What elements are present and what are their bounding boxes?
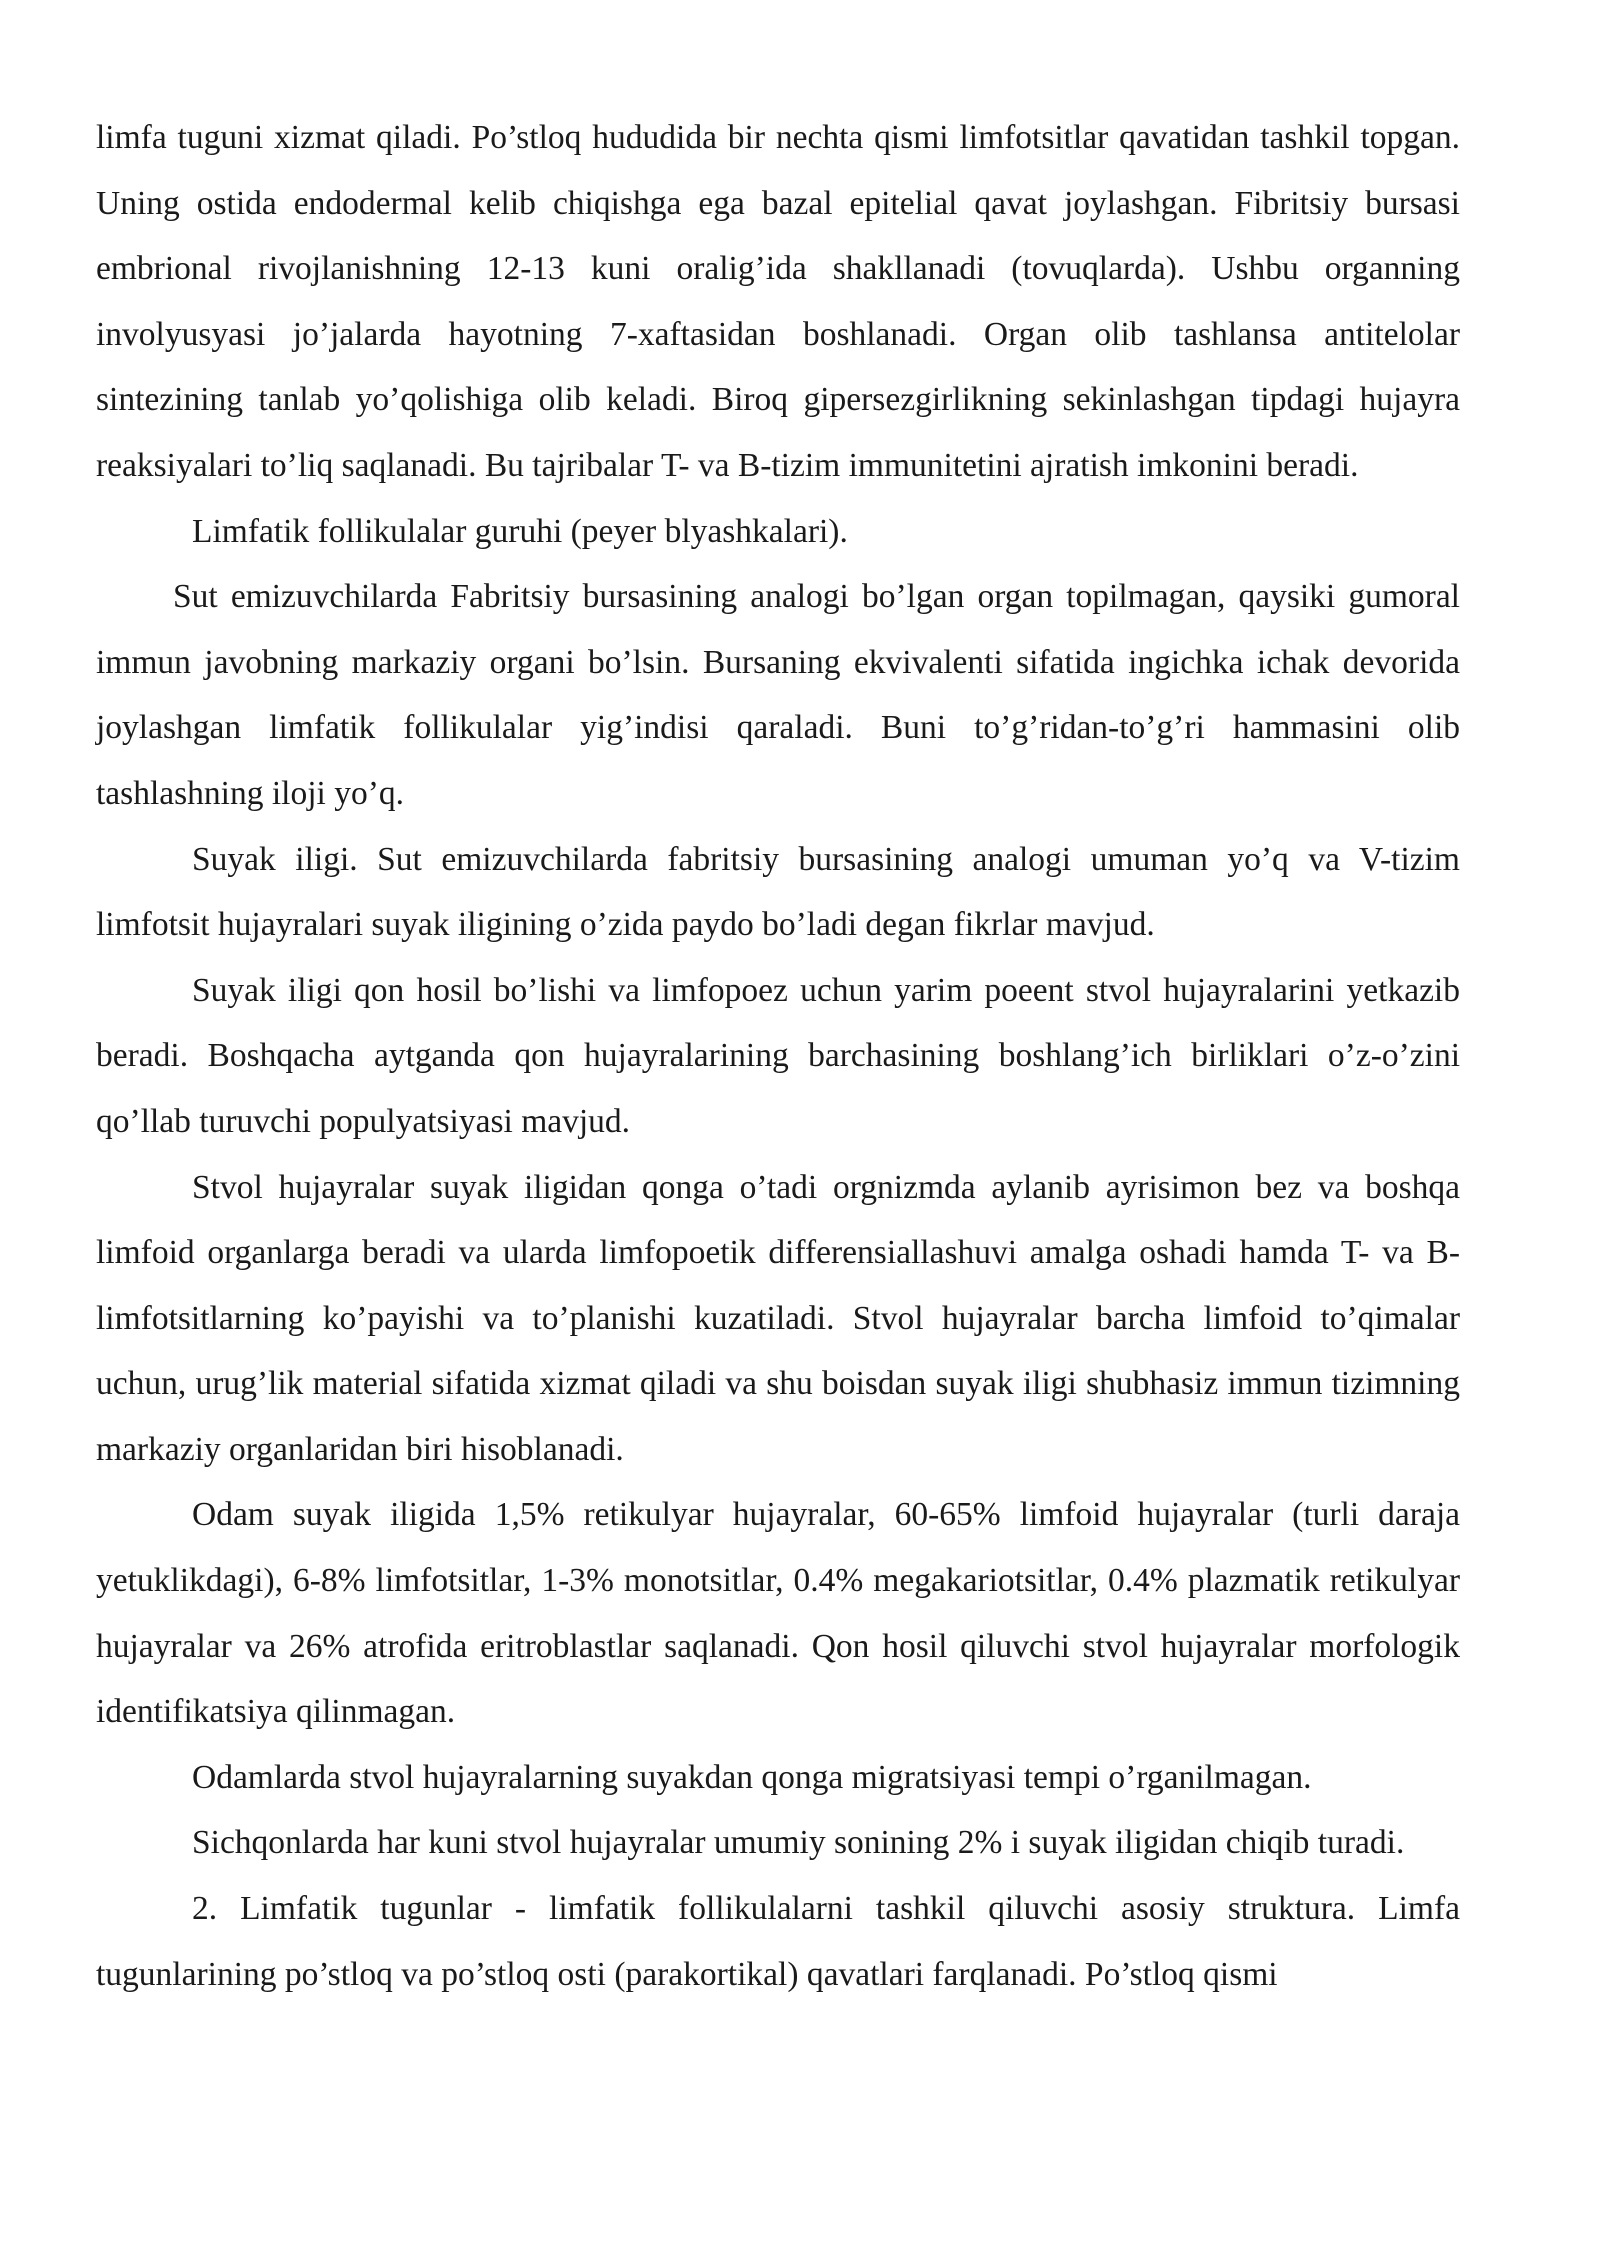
paragraph-8: Odamlarda stvol hujayralarning suyakdan qonga migratsiyasi tempi o’rganilmagan.	[192, 1758, 1312, 1796]
document-page	[96, 105, 1460, 2007]
paragraph-4: Suyak iligi. Sut emizuvchilarda fabritsiy bursasining analogi umuman yo’q va V-tizim limfotsit hujayralari suyak iligining o’zida paydo bo’ladi degan fikrlar mavjud.	[96, 840, 1460, 944]
paragraph-5: Suyak iligi qon hosil bo’lishi va limfopoez uchun yarim poeent stvol hujayralarini yetkazib beradi. Boshqacha aytganda qon hujayralarining barchasining boshlang’ich birliklari o’z-o’zini qo’llab turuvchi populyatsiyasi mavjud.	[96, 971, 1460, 1140]
paragraph-2: Limfatik follikulalar guruhi (peyer blyashkalari).	[192, 512, 848, 550]
paragraph-6: Stvol hujayralar suyak iligidan qonga o’tadi orgnizmda aylanib ayrisimon bez va boshqa limfoid organlarga beradi va ularda limfopoetik differensiallashuvi amalga oshadi hamda T- va B-limfotsitlarning ko’payishi va to’planishi kuzatiladi. Stvol hujayralar barcha limfoid to’qimalar uchun, urug’lik material sifatida xizmat qiladi va shu boisdan suyak iligi shubhasiz immun tizimning markaziy organlaridan biri hisoblanadi.	[96, 1168, 1460, 1468]
paragraph-10: 2. Limfatik tugunlar - limfatik follikulalarni tashkil qiluvchi asosiy struktura. Limfa tugunlarining po’stloq va po’stloq osti (parakortikal) qavatlari farqlanadi. Po’stloq qismi	[96, 1890, 1460, 1993]
paragraph-7: Odam suyak iligida 1,5% retikulyar hujayralar, 60-65% limfoid hujayralar (turli daraja yetuklikdagi), 6-8% limfotsitlar, 1-3% monotsitlar, 0.4% megakariotsitlar, 0.4% plazmatik retikulyar hujayralar va 26% atrofida eritroblastlar saqlanadi. Qon hosil qiluvchi stvol hujayralar morfologik identifikatsiya qilinmagan.	[96, 1496, 1460, 1731]
paragraph-9: Sichqonlarda har kuni stvol hujayralar umumiy sonining 2% i suyak iligidan chiqib turadi.	[192, 1824, 1405, 1862]
paragraph-3: Sut emizuvchilarda Fabritsiy bursasining analogi bo’lgan organ topilmagan, qaysiki gumoral immun javobning markaziy organi bo’lsin. Bursaning ekvivalenti sifatida ingichka ichak devorida joylashgan limfatik follikulalar yig’indisi qaraladi. Buni to’g’ridan-to’g’ri hammasini olib tashlashning iloji yo’q.	[96, 578, 1460, 812]
paragraph-1: limfa tuguni xizmat qiladi. Po’stloq hududida bir nechta qismi limfotsitlar qavatidan tashkil topgan. Uning ostida endodermal kelib chiqishga ega bazal epitelial qavat joylashgan. Fibritsiy bursasi embrional rivojlanishning 12-13 kuni oralig’ida shakllanadi (tovuqlarda). Ushbu organning involyusyasi jo’jalarda hayotning 7-xaftasidan boshlanadi. Organ olib tashlansa antitelolar sintezining tanlab yo’qolishiga olib keladi. Biroq gipersezgirlikning sekinlashgan tipdagi hujayra reaksiyalari to’liq saqlanadi. Bu tajribalar T- va B-tizim immunitetini ajratish imkonini beradi.	[96, 119, 1460, 484]
